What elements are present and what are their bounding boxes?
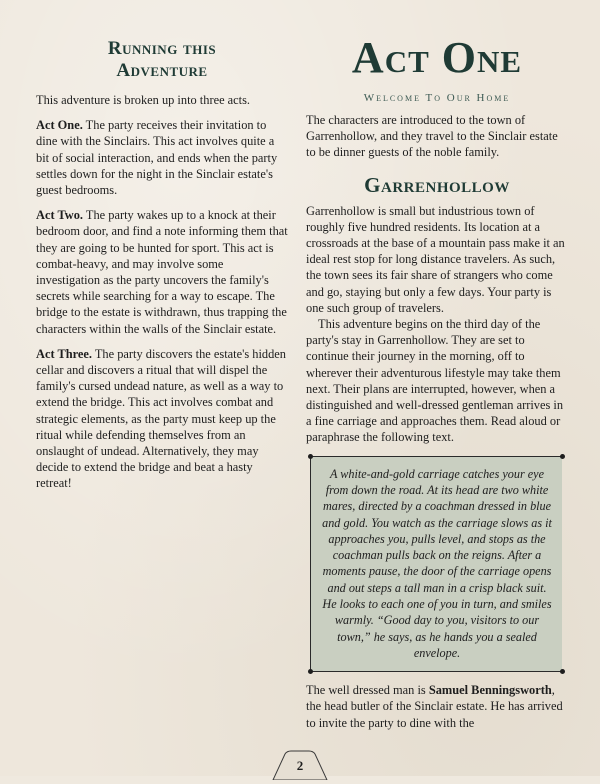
act-two-paragraph — [36, 207, 288, 337]
act-one-label: Act One. — [36, 118, 83, 133]
act-one-text: The party receives their invitation to dine with the Sinclairs. This act involves quite a bit of social interaction, and ends when the party settles down for the night in the Sinclair estate's guest bedrooms. — [36, 118, 278, 198]
act-three-text: The party discovers the estate's hidden cellar and discovers a ritual that will dispel the family's cursed undead nature, as well as a way to extend the bridge. This act involves combat and strategic elements, as the party must keep up the ritual while defending themselves from an onslaught of undead. Alternatively, they may decide to extend the bridge and beat a hasty retreat! — [36, 346, 286, 491]
corner-dot-icon — [560, 454, 565, 459]
chapter-title: Act One — [351, 33, 523, 82]
heading-line-2: Adventure — [116, 60, 208, 81]
left-column — [36, 0, 288, 501]
garrenhollow-paragraph-2: This adventure begins on the third day of the party's stay in Garrenhollow. They are set to continue their journey in the morning, off to wherever their adventurous lifestyle may take them next. Their plans are interrupted, however, when a distinguished and well-dressed gentleman arrives in a fine carriage and approaches them. Read aloud or paraphrase the following text. — [306, 317, 564, 445]
butler-paragraph — [306, 682, 568, 731]
act-three-paragraph — [36, 346, 288, 492]
act-one-paragraph — [36, 117, 288, 198]
act-three-label: Act Three. — [36, 346, 92, 361]
corner-dot-icon — [308, 454, 313, 459]
page-number: 2 — [296, 758, 304, 773]
butler-text-pre: The well dressed man is — [306, 683, 429, 698]
read-aloud-text: A white-and-gold carriage catches your eye from down the road. At its head are two white mares, directed by a coachman dressed in blue and gold. You watch as the carriage slows as it approaches you, pulls level, and stops as the coachman pulls back on the reigns. After a moments pause, the door of the carriage opens and out steps a tall man in a crisp black suit. He looks to each one of you in turn, and smiles warmly. “Good day to you, visitors to our town,” he says, as he hands you a sealed envelope. — [322, 466, 552, 660]
corner-dot-icon — [308, 669, 313, 674]
box-left-rule — [310, 457, 311, 672]
heading-line-1: Running this — [107, 38, 217, 59]
butler-name: Samuel Benningsworth — [428, 683, 552, 698]
right-column — [306, 0, 568, 740]
corner-dot-icon — [560, 669, 565, 674]
chapter-intro-paragraph: The characters are introduced to the town of Garrenhollow, and they travel to the Sinclair estate to be dinner guests of the noble family. — [306, 113, 558, 160]
chapter-subtitle: Welcome To Our Home — [363, 92, 511, 104]
butler-text-post: , the head butler of the Sinclair estate. He has arrived to invite the party to dine with the — [306, 683, 563, 730]
section-heading-garrenhollow: Garrenhollow — [364, 172, 510, 197]
act-two-label: Act Two. — [36, 208, 84, 223]
garrenhollow-paragraph-1: Garrenhollow is small but industrious town of roughly five hundred residents. Its location at a crossroads at the base of a mountain pass make it an ideal rest stop for long distance travelers. As such, the town sees its fair share of strangers who come and go, staying but only a few days. Your party is one such group of travelers. — [306, 203, 565, 315]
intro-paragraph: This adventure is broken up into three acts. — [36, 93, 251, 107]
act-two-text: The party wakes up to a knock at their bedroom door, and find a note informing them that they are going to be hunted for sport. This act is combat-heavy, and may involve some investigation as the party uncovers the family's secrets while searching for a way to escape. The bridge to the estate is withdrawn, thus trapping the characters within the walls of the Sinclair estate. — [36, 208, 288, 336]
read-aloud-box — [310, 456, 562, 673]
section-heading-running-adventure — [36, 38, 288, 82]
